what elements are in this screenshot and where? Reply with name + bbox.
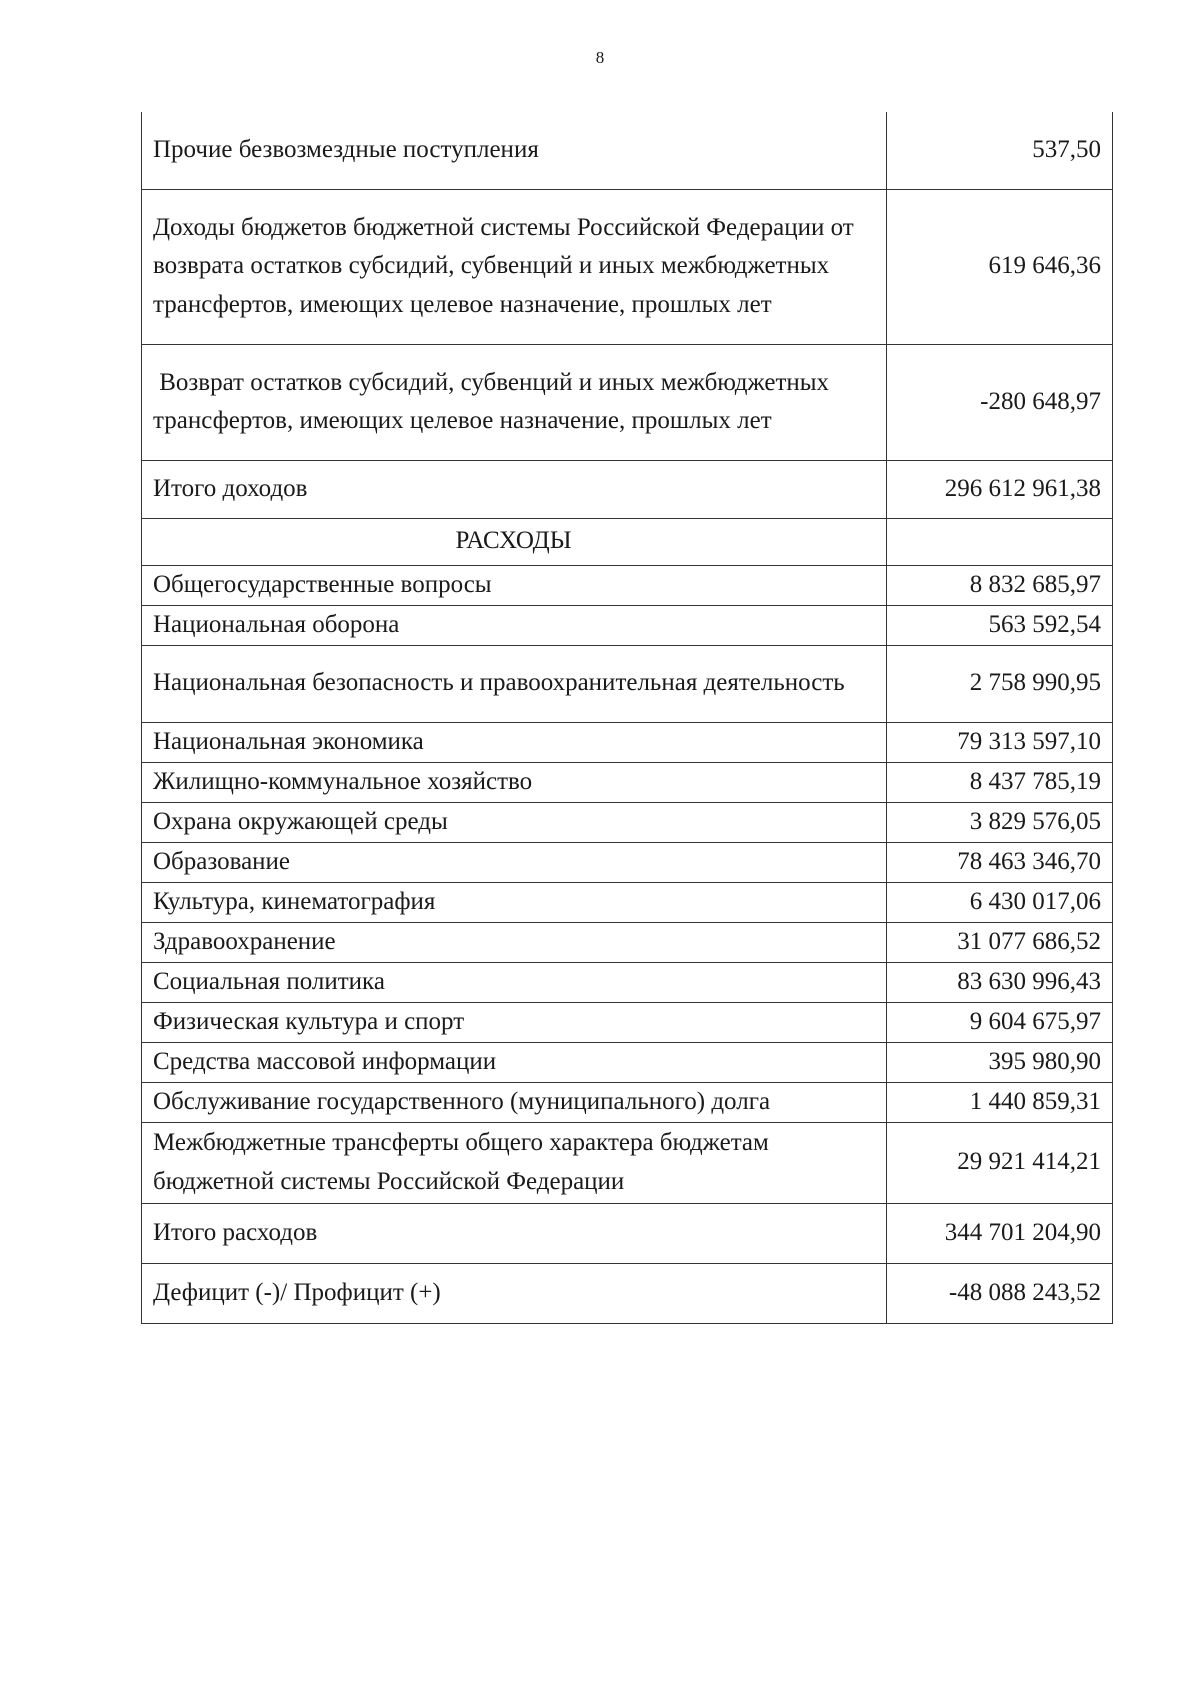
row-label: Охрана окружающей среды [142, 802, 887, 842]
row-label: Итого расходов [142, 1203, 887, 1263]
row-value: -48 088 243,52 [887, 1263, 1113, 1323]
table-row [142, 1122, 1113, 1203]
table-row [142, 112, 1113, 189]
row-label: Межбюджетные трансферты общего характера бюджетам бюджетной системы Российской Федерации [142, 1122, 887, 1203]
row-value: 2 758 990,95 [887, 645, 1113, 722]
row-value: 296 612 961,38 [887, 460, 1113, 518]
table-row [142, 344, 1113, 460]
table-row [142, 645, 1113, 722]
table-row [142, 189, 1113, 344]
table-row [142, 605, 1113, 645]
row-value: 31 077 686,52 [887, 922, 1113, 962]
row-value: 83 630 996,43 [887, 962, 1113, 1002]
row-value: 1 440 859,31 [887, 1082, 1113, 1122]
table-row [142, 922, 1113, 962]
table-row [142, 1263, 1113, 1323]
row-label: Прочие безвозмездные поступления [142, 112, 887, 189]
row-value: 29 921 414,21 [887, 1122, 1113, 1203]
row-label: Социальная политика [142, 962, 887, 1002]
row-label: Общегосударственные вопросы [142, 565, 887, 605]
row-value [887, 518, 1113, 565]
table-row [142, 1002, 1113, 1042]
row-label: Национальная экономика [142, 722, 887, 762]
row-value: 619 646,36 [887, 189, 1113, 344]
table-row [142, 962, 1113, 1002]
row-label: Национальная безопасность и правоохранительная деятельность [142, 645, 887, 722]
row-value: 8 437 785,19 [887, 762, 1113, 802]
row-value: 8 832 685,97 [887, 565, 1113, 605]
row-label: Дефицит (-)/ Профицит (+) [142, 1263, 887, 1323]
row-label: Обслуживание государственного (муниципального) долга [142, 1082, 887, 1122]
row-value: 395 980,90 [887, 1042, 1113, 1082]
section-title: РАСХОДЫ [142, 518, 887, 565]
row-label: Средства массовой информации [142, 1042, 887, 1082]
row-label: Физическая культура и спорт [142, 1002, 887, 1042]
table-row [142, 802, 1113, 842]
row-value: 79 313 597,10 [887, 722, 1113, 762]
row-value: 78 463 346,70 [887, 842, 1113, 882]
table-row [142, 722, 1113, 762]
table-row [142, 1203, 1113, 1263]
row-value: 344 701 204,90 [887, 1203, 1113, 1263]
row-label: Образование [142, 842, 887, 882]
table-row [142, 842, 1113, 882]
row-label: Доходы бюджетов бюджетной системы Российской Федерации от возврата остатков субсидий, субвенций и иных межбюджетных трансфертов, имеющих целевое назначение, прошлых лет [142, 189, 887, 344]
row-label: Жилищно-коммунальное хозяйство [142, 762, 887, 802]
budget-table [141, 112, 1112, 1324]
table-row [142, 565, 1113, 605]
row-label: Культура, кинематография [142, 882, 887, 922]
table-row [142, 1082, 1113, 1122]
table-row [142, 460, 1113, 518]
row-label: Возврат остатков субсидий, субвенций и иных межбюджетных трансфертов, имеющих целевое назначение, прошлых лет [142, 344, 887, 460]
row-label: Здравоохранение [142, 922, 887, 962]
table-row [142, 1042, 1113, 1082]
row-value: 563 592,54 [887, 605, 1113, 645]
row-value: 9 604 675,97 [887, 1002, 1113, 1042]
row-value: 537,50 [887, 112, 1113, 189]
section-header-row [142, 518, 1113, 565]
row-value: 3 829 576,05 [887, 802, 1113, 842]
row-label: Национальная оборона [142, 605, 887, 645]
page-number: 8 [595, 48, 605, 67]
row-label: Итого доходов [142, 460, 887, 518]
table-row [142, 762, 1113, 802]
row-value: -280 648,97 [887, 344, 1113, 460]
row-value: 6 430 017,06 [887, 882, 1113, 922]
table-row [142, 882, 1113, 922]
